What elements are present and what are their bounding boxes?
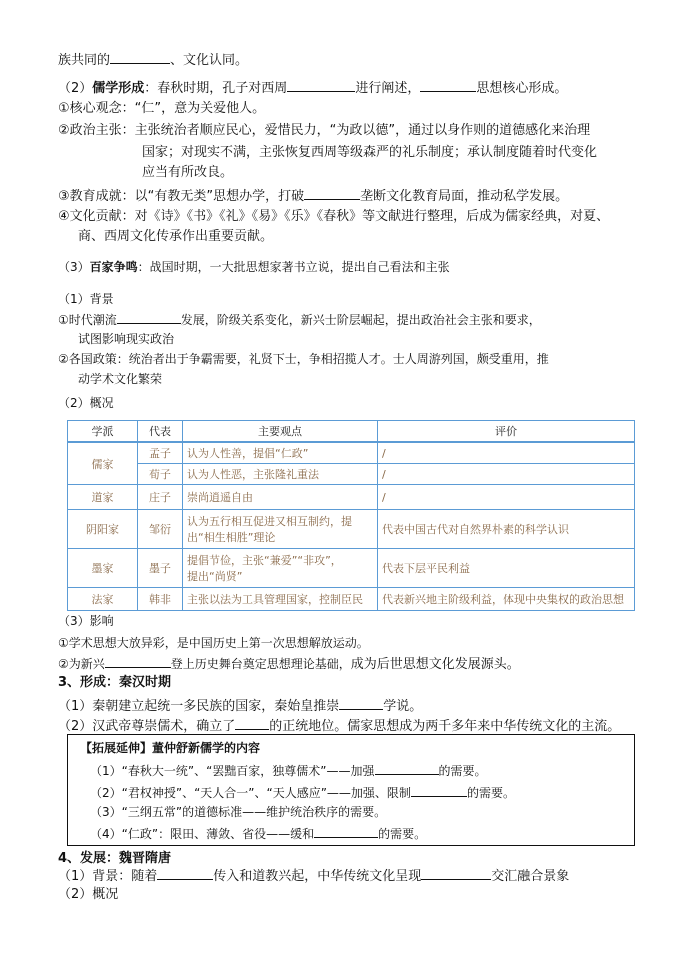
heading-wei-jin: 4、发展：魏晋隋唐 <box>58 851 172 866</box>
box-item-4: （4）“仁政”：限田、薄敛、省役——缓和 的需要。 <box>90 824 426 843</box>
blank[interactable] <box>105 654 171 668</box>
cell-view: 认为五行相互促进又相互制约，提 出“相生相胜”理论 <box>183 510 378 549</box>
table-row <box>68 442 635 464</box>
line-influence-2: ②为新兴 登上历史舞台奠定思想理论基础，成为后世思想文化发展源头。 <box>58 654 520 674</box>
cell-rep: 孟子 <box>138 442 183 464</box>
cell-rep: 韩非 <box>138 588 183 611</box>
cell-eval: 代表中国古代对自然界朴素的科学认识 <box>378 510 635 549</box>
box-title: 【拓展延伸】董仲舒新儒学的内容 <box>80 741 261 755</box>
line-influence: （3）影响 <box>58 614 114 628</box>
table-header-row <box>68 421 635 443</box>
cell-view: 主张以法为工具管理国家，控制臣民 <box>183 588 378 611</box>
cell-school: 道家 <box>68 485 138 510</box>
line-culture-2: 商、西周文化传承作出重要贡献。 <box>78 229 274 244</box>
line-qin: （1）秦朝建立起统一多民族的国家，秦始皇推崇 学说。 <box>58 696 422 716</box>
cell-rep: 荀子 <box>138 464 183 485</box>
blank[interactable] <box>117 310 181 324</box>
header-rep: 代表 <box>138 421 183 443</box>
line-trend: ①时代潮流 发展，阶级关系变化，新兴士阶层崛起，提出政治社会主张和要求， <box>58 310 541 329</box>
blank[interactable] <box>157 866 213 880</box>
cell-eval: / <box>378 485 635 510</box>
cell-eval: 代表下层平民利益 <box>378 549 635 588</box>
heading-qin-han: 3、形成：秦汉时期 <box>58 675 172 690</box>
line-political-view-2: 国家；对现实不满，主张恢复西周等级森严的礼乐制度；承认制度随着时代变化 <box>142 145 598 160</box>
header-eval: 评价 <box>378 421 635 443</box>
box-item-1: （1）“春秋大一统”、“罢黜百家，独尊儒术”——加强 的需要。 <box>90 761 487 780</box>
schools-table <box>67 420 635 611</box>
line-ethnic-identity: 族共同的 、文化认同。 <box>58 50 248 70</box>
cell-school: 阴阳家 <box>68 510 138 549</box>
line-policy-2: 动学术文化繁荣 <box>78 372 163 386</box>
header-school: 学派 <box>68 421 138 443</box>
cell-view: 崇尚逍遥自由 <box>183 485 378 510</box>
line-han: （2）汉武帝尊崇儒术，确立了 的正统地位。儒家思想成为两千多年来中华传统文化的主流。 <box>58 716 620 736</box>
line-political-view-1: ②政治主张：主张统治者顺应民心，爱惜民力，“为政以德”，通过以身作则的道德感化来治理 <box>58 123 591 138</box>
section-heading: 百家争鸣 <box>89 260 138 274</box>
cell-rep: 邹衍 <box>138 510 183 549</box>
line-core-concept: ①核心观念：“仁”，意为关爱他人。 <box>58 101 266 116</box>
line-trend-2: 试图影响现实政治 <box>78 332 175 346</box>
blank[interactable] <box>421 866 491 880</box>
extension-box <box>67 734 635 846</box>
section-heading: 儒学形成 <box>92 81 145 96</box>
cell-eval: / <box>378 464 635 485</box>
line-policy: ②各国政策：统治者出于争霸需要，礼贤下士，争相招揽人才。士人周游列国，颇受重用，推 <box>58 352 549 366</box>
cell-eval: / <box>378 442 635 464</box>
cell-view: 认为人性善，提倡“仁政” <box>183 442 378 464</box>
line-confucianism-formation: （2）儒学形成：春秋时期，孔子对西周 进行阐述， 思想核心形成。 <box>58 78 567 98</box>
cell-eval: 代表新兴地主阶级利益，体现中央集权的政治思想 <box>378 588 635 611</box>
table-row <box>68 464 635 485</box>
cell-view: 提倡节俭，主张“兼爱”“非攻”， 提出“尚贤” <box>183 549 378 588</box>
blank[interactable] <box>287 78 355 92</box>
blank[interactable] <box>304 186 360 200</box>
cell-view: 认为人性恶，主张隆礼重法 <box>183 464 378 485</box>
box-item-3: （3）“三纲五常”的道德标准——维护统治秩序的需要。 <box>90 805 387 819</box>
line-background: （1）背景 <box>58 292 114 306</box>
line-hundred-schools: （3）百家争鸣：战国时期，一大批思想家著书立说，提出自己看法和主张 <box>58 260 450 274</box>
blank[interactable] <box>314 824 378 838</box>
cell-rep: 墨子 <box>138 549 183 588</box>
blank[interactable] <box>339 696 383 710</box>
table-row <box>68 588 635 611</box>
blank[interactable] <box>375 761 439 775</box>
line-influence-1: ①学术思想大放异彩，是中国历史上第一次思想解放运动。 <box>58 636 369 650</box>
cell-school: 儒家 <box>68 442 138 485</box>
table-row <box>68 485 635 510</box>
blank[interactable] <box>110 50 170 64</box>
line-political-view-3: 应当有所改良。 <box>142 165 234 180</box>
cell-rep: 庄子 <box>138 485 183 510</box>
line-overview: （2）概况 <box>58 396 114 410</box>
table-row <box>68 510 635 549</box>
box-item-2: （2）“君权神授”、“天人合一”、“天人感应”——加强、限制 的需要。 <box>90 783 515 802</box>
line-education: ③教育成就：以“有教无类”思想办学，打破 垄断文化教育局面，推动私学发展。 <box>58 186 568 206</box>
line-development-overview: （2）概况 <box>58 887 119 902</box>
header-view: 主要观点 <box>183 421 378 443</box>
line-culture-1: ④文化贡献：对《诗》《书》《礼》《易》《乐》《春秋》等文献进行整理，后成为儒家经典，对夏、 <box>58 209 610 224</box>
blank[interactable] <box>420 78 476 92</box>
table-row <box>68 549 635 588</box>
blank[interactable] <box>411 783 467 797</box>
line-development-bg: （1）背景：随着 传入和道教兴起，中华传统文化呈现 交汇融合景象 <box>58 866 569 886</box>
blank[interactable] <box>235 716 269 730</box>
cell-school: 墨家 <box>68 549 138 588</box>
cell-school: 法家 <box>68 588 138 611</box>
